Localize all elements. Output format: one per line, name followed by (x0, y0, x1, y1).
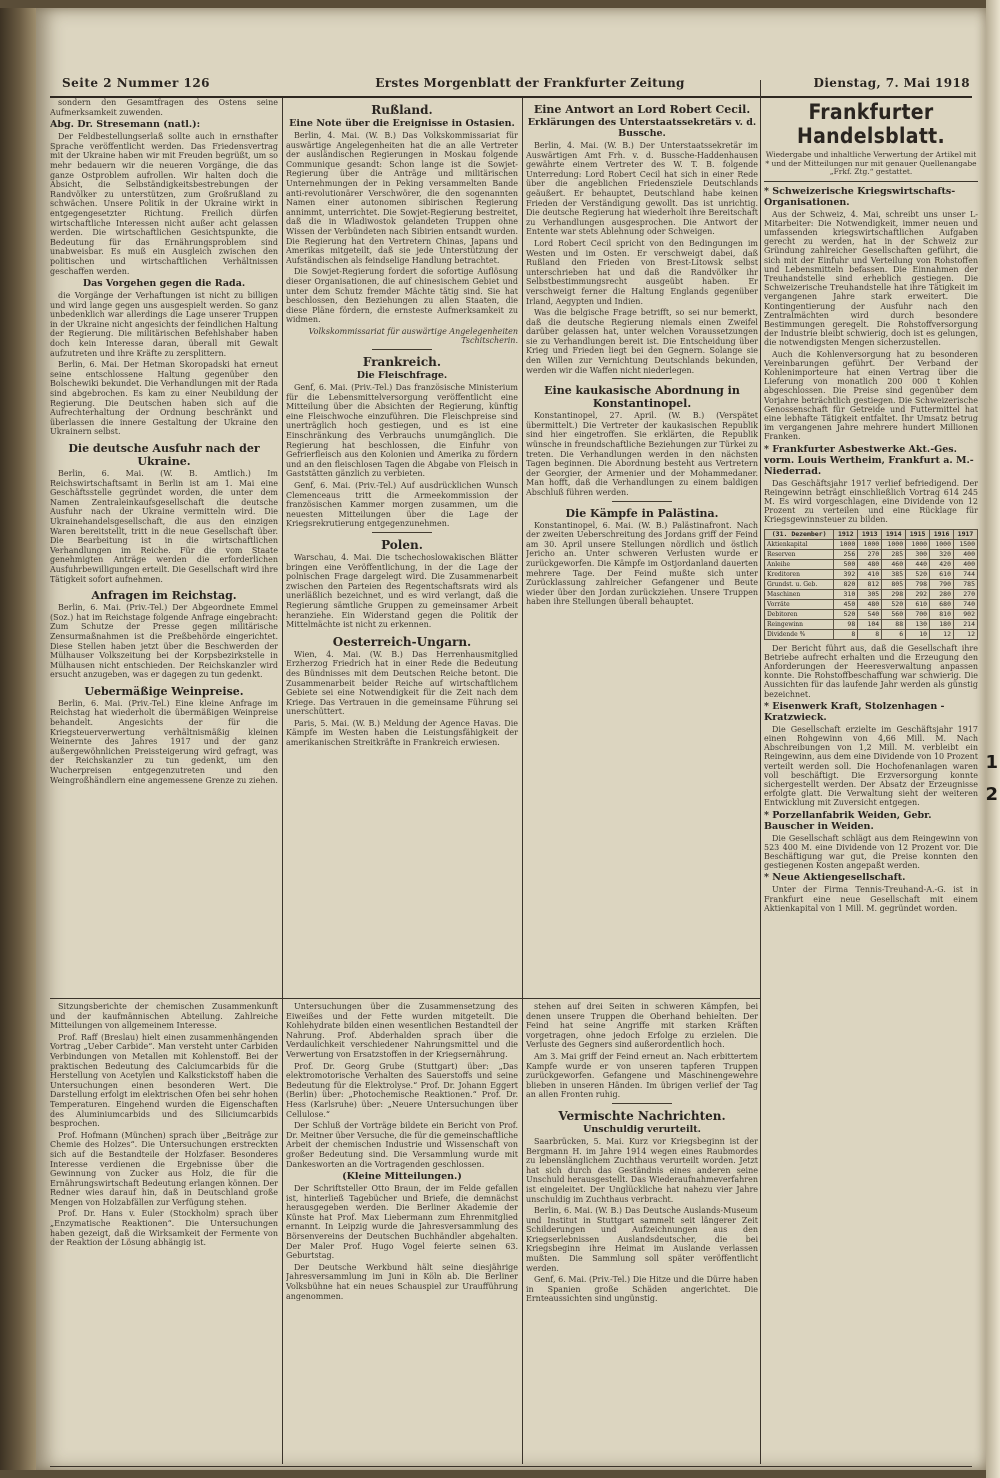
article-text: Prof. Dr. Hans v. Euler (Stockholm) sprach über „Enzymatische Reaktionen“. Die Untersuchungen haben gezeigt, daß die Wirksamkeit der Fermente von der Reaktion der Lösung abhängig ist. (50, 1209, 278, 1248)
article-heading: Die deutsche Ausfuhr nach der Ukraine. (68, 442, 260, 468)
table-cell: 700 (906, 609, 930, 619)
table-cell: 440 (906, 559, 930, 569)
article-heading: * Schweizerische Kriegswirtschafts-Organisationen. (764, 185, 956, 208)
table-cell: 520 (882, 599, 906, 609)
article-heading: Rußland. (371, 103, 433, 117)
adjacent-page-edge (986, 0, 1000, 1478)
table-cell: 104 (858, 619, 882, 629)
article-heading: * Eisenwerk Kraft, Stolzenhagen - Kratzwieck. (764, 700, 945, 723)
separator (372, 349, 432, 350)
article-heading: Polen. (381, 537, 423, 552)
table-cell: 805 (882, 579, 906, 589)
article-text: Wien, 4. Mai. (W. B.) Das Herrenhausmitglied Erzherzog Friedrich hat in einer Rede die Bedeutung des Bündnisses mit dem Deutschen Reiche betont. Die Zusammenarbeit beider Reiche auf wirtschaftlichem Gebiete sei eine Notwendigkeit für die Zeit nach dem Kriege. Das Vertrauen in die gemeinsame Führung sei unerschüttert. (286, 649, 518, 717)
table-cell: 790 (930, 579, 954, 589)
table-header-cell: 1913 (858, 529, 882, 539)
table-cell: 8 (858, 629, 882, 639)
table-row (765, 579, 978, 589)
table-cell: 902 (954, 609, 978, 619)
article-text: Lord Robert Cecil spricht von den Bedingungen im Westen und im Osten. Er verschweigt dabei, daß Rußland den Frieden von Brest-Litowsk selbst unterschrieben hat und daß die Randvölker ihr Selbstbestimmungsrecht ausgeübt haben. Er verschweigt ferner die Haltung Englands gegenüber Irland, Aegypten und Indien. (526, 238, 758, 306)
table-row-label: Dividende % (765, 629, 834, 639)
footer-rule (50, 1466, 972, 1467)
article-text: Untersuchungen über die Zusammensetzung des Eiweißes und der Fette wurden mitgeteilt. Die Kohlehydrate bilden einen wesentlichen Bestandteil der Nahrung. Prof. Abderhalden sprach über die Verdaulichkeit verschiedener Nahrungsmittel und die Verwertung von Ersatzstoffen in der Kriegsernährung. (286, 1002, 518, 1059)
table-cell: 98 (834, 619, 858, 629)
page-number: Seite 2 Nummer 126 (62, 76, 211, 90)
article-heading: Eine Antwort an Lord Robert Cecil. (533, 103, 751, 116)
article-text: Am 3. Mai griff der Feind erneut an. Nach erbittertem Kampfe wurde er von unseren tapferen Truppen zurückgeworfen. Gefangene und Maschinengewehre blieben in unseren Händen. Im übrigen verlief der Tag an allen Fronten ruhig. (526, 1051, 758, 1100)
table-cell: 270 (954, 589, 978, 599)
table-cell: 1000 (834, 539, 858, 549)
table-cell: 500 (834, 559, 858, 569)
table-cell: 256 (834, 549, 858, 559)
article-heading: * Neue Aktiengesellschaft. (764, 872, 906, 884)
table-body (765, 539, 978, 639)
column-misc-news (526, 1002, 758, 1464)
column-handelsblatt (764, 88, 978, 1468)
table-row (765, 609, 978, 619)
article-text: die Vorgänge der Verhaftungen ist nicht zu billigen und wird lange gegen uns ausgespielt werden. So ganz unbedenklich war allerdings die Lage unserer Truppen in der Ukraine nicht angesichts der feindlichen Haltung der Regierung. Die militärischen Befehlshaber haben doch kein Interesse daran, überall mit Gewalt aufzutreten und ihre Kräfte zu zersplittern. (50, 291, 278, 358)
table-row-label: Grundst. u. Geb. (765, 579, 834, 589)
article-text: Genf, 6. Mai. (Priv.-Tel.) Auf ausdrücklichen Wunsch Clemenceaus tritt die Armeekommission der französischen Kammer morgen zusammen, um die neuesten Mitteilungen über die Lage der Kriegsrekrutierung entgegenzunehmen. (286, 481, 518, 529)
article-text: Sitzungsberichte der chemischen Zusammenkunft und der kaufmännischen Abteilung. Zahlreiche Mitteilungen von allgemeinem Interesse. (50, 1002, 278, 1031)
article-subheading: Eine Note über die Ereignisse in Ostasien. (289, 118, 515, 129)
book-spine (0, 8, 36, 1470)
column-science (50, 1002, 278, 1464)
table-row (765, 619, 978, 629)
article-text: Der Schriftsteller Otto Braun, der im Felde gefallen ist, hinterließ Tagebücher und Briefe, die demnächst herausgegeben werden. Die Berliner Akademie der Künste hat Prof. Max Liebermann zum Ehrenmitglied ernannt. In Leipzig wurde die Jahresversammlung des Börsenvereins der Deutschen Buchhändler abgehalten. Der Maler Prof. Hugo Vogel feierte seinen 63. Geburtstag. (286, 1184, 518, 1261)
table-header-cell: 1915 (906, 529, 930, 539)
table-cell: 280 (930, 589, 954, 599)
table-header-row (765, 529, 978, 539)
table-cell: 400 (954, 559, 978, 569)
article-subheading: Die Fleischfrage. (356, 370, 448, 382)
article-text: Die Sowjet-Regierung fordert die sofortige Auflösung dieser Organisationen, die auf chinesischem Gebiet und unter dem Schutz fremder Mächte tätig sind. Sie hat beschlossen, den Beziehungen zu allen Staaten, die diese Pläne fördern, die ernsteste Aufmerksamkeit zu widmen. (286, 267, 518, 325)
table-row-label: Debitoren (765, 609, 834, 619)
table-cell: 798 (906, 579, 930, 589)
edge-mark: 1 (985, 752, 998, 773)
article-text: Prof. Hofmann (München) sprach über „Beiträge zur Chemie des Holzes“. Die Untersuchungen erstreckten sich auf die Bestandteile der Holzfaser. Besonderes Interesse verdienen die Ergebnisse über die Gewinnung von Zucker aus Holz, die für die Ernährungswirtschaft Bedeutung erlangen können. Der Redner wies darauf hin, daß in Deutschland große Mengen von Holzabfällen zur Verfügung stehen. (50, 1130, 278, 1207)
article-text: stehen auf drei Seiten in schweren Kämpfen, bei denen unsere Truppen die Oberhand behielten. Der Feind hat seine Angriffe mit starken Kräften vorgetragen, ohne jedoch Erfolge zu erzielen. Die Verluste des Gegners sind außerordentlich hoch. (526, 1002, 758, 1050)
table-cell: 385 (882, 569, 906, 579)
column-divider (760, 80, 761, 1464)
article-signature: Volkskommissariat für auswärtige Angelegenheiten Tschitscherin. (308, 326, 518, 346)
table-cell: 1000 (930, 539, 954, 549)
table-row (765, 549, 978, 559)
article-subheading: Unschuldig verurteilt. (583, 1123, 701, 1135)
table-row (765, 569, 978, 579)
column-diplomacy (526, 98, 758, 996)
table-cell: 560 (882, 609, 906, 619)
table-header-cell: 1912 (834, 529, 858, 539)
article-text: Der Feldbestellungserlaß sollte auch in ernsthafter Sprache veröffentlicht werden. Das Friedensvertrag mit der Ukraine haben wir mit Freuden begrüßt, um so mehr bedauern wir die neueren Vorgänge, die das ganze Ostproblem aufrollen. Wir halten doch die Absicht, die Selbständigkeitsbestrebungen der Randvölker zu unterstützen, zum Großrußland zu schwächen. Unsere Politik in der Ukraine wirkt in entgegengesetzter Richtung. Freilich dürfen wirtschaftliche Interessen nicht außer acht gelassen werden. Die wirtschaftlichen Gesichtspunkte, die Bedeutung für das Ernährungsproblem sind unabweisbar. Es muß ein Ausgleich zwischen den politischen und wirtschaftlichen Verhältnissen geschaffen werden. (50, 132, 278, 276)
table-cell: 10 (906, 629, 930, 639)
separator (612, 378, 672, 379)
table-cell: 610 (906, 599, 930, 609)
article-text: Saarbrücken, 5. Mai. Kurz vor Kriegsbeginn ist der Bergmann H. im Jahre 1914 wegen eines Raubmordes zu lebenslänglichem Zuchthaus verurteilt worden. Jetzt hat sich durch das Geständnis eines anderen seine Unschuld herausgestellt. Das Wiederaufnahmeverfahren ist eingeleitet. Der Unglückliche hat nahezu vier Jahre unschuldig im Zuchthaus verbracht. (526, 1136, 758, 1204)
table-cell: 270 (858, 549, 882, 559)
table-cell: 320 (930, 549, 954, 559)
article-text: Konstantinopel, 27. April. (W. B.) (Verspätet übermittelt.) Die Vertreter der kaukasischen Republik sind hier eingetroffen. Sie erklärten, die Republik wünsche in freundschaftliche Beziehungen zur Türkei zu treten. Die Verhandlungen werden in den nächsten Tagen beginnen. Die Abordnung besteht aus Vertretern der Georgier, der Armenier und der Mohammedaner. Man hofft, daß die Verhandlungen zu einem baldigen Abschluß führen werden. (526, 411, 758, 497)
edition-title: Erstes Morgenblatt der Frankfurter Zeitung (375, 76, 685, 90)
table-cell: 610 (930, 569, 954, 579)
table-header-cell: 1917 (954, 529, 978, 539)
table-cell: 460 (882, 559, 906, 569)
article-text: Genf, 6. Mai. (Priv.-Tel.) Die Hitze und die Dürre haben in Spanien große Schäden angerichtet. Die Ernteaussichten sind ungünstig. (526, 1275, 758, 1304)
table-cell: 420 (930, 559, 954, 569)
separator (612, 1103, 672, 1104)
section-divider (50, 998, 760, 999)
separator (372, 532, 432, 533)
article-text: Der Deutsche Werkbund hält seine diesjährige Jahresversammlung im Juni in Köln ab. Die Berliner Volksbühne hat ein neues Schauspiel zur Uraufführung angenommen. (286, 1262, 518, 1301)
table-cell: 810 (930, 609, 954, 619)
table-cell: 180 (930, 619, 954, 629)
table-row-label: Maschinen (765, 589, 834, 599)
table-cell: 520 (906, 569, 930, 579)
table-row-label: Vorräte (765, 599, 834, 609)
article-heading: Vermischte Nachrichten. (558, 1108, 726, 1123)
table-cell: 740 (954, 599, 978, 609)
table-row (765, 599, 978, 609)
column-foreign-news (286, 98, 518, 996)
article-text: Das Geschäftsjahr 1917 verlief befriedigend. Der Reingewinn beträgt einschließlich Vortrag 614 245 M. Es wird vorgeschlagen, eine Dividende von 12 Prozent zu verteilen und eine Rücklage für Kriegsgewinnsteuer zu bilden. (764, 478, 978, 525)
separator (612, 501, 672, 502)
table-cell: 285 (882, 549, 906, 559)
table-cell: 8 (834, 629, 858, 639)
article-text: Paris, 5. Mai. (W. B.) Meldung der Agence Havas. Die Kämpfe im Westen haben die Leistungsfähigkeit der amerikanischen Streitkräfte in Frankreich erwiesen. (286, 718, 518, 748)
article-text: Warschau, 4. Mai. Die tschechoslowakischen Blätter bringen eine Veröffentlichung, in der die Lage der polnischen Frage dargelegt wird. Die Zusammenarbeit zwischen den Parteien des Regentschaftsrats wird als unerläßlich bezeichnet, und es wird verlangt, daß die Regierung sämtliche Gruppen zu gemeinsamer Arbeit heranziehe. Ein Widerstand gegen die Politik der Mittelmächte ist nicht zu erkennen. (286, 552, 518, 630)
article-text: Genf, 6. Mai. (Priv.-Tel.) Das französische Ministerium für die Lebensmittelversorgung veröffentlicht eine Mitteilung über die Absichten der Regierung, künftig eine Fleischwoche einzuführen. Die Fleischpreise sind unerträglich hoch gestiegen, und es ist eine Einschränkung des Verbrauchs unumgänglich. Die Regierung hat beschlossen, die Einfuhr von Gefrierfleisch aus den Kolonien und Amerika zu fördern und an den fleischlosen Tagen die Abgabe von Fleisch in Gaststätten gänzlich zu verbieten. (286, 383, 518, 479)
table-cell: 292 (906, 589, 930, 599)
article-text: Berlin, 6. Mai. Der Hetman Skoropadski hat erneut seine entschlossene Haltung gegenüber den Bolschewiki bekundet. Die Verhandlungen mit der Rada sind abgebrochen. Es kam zu einer Neubildung der Regierung. Die Deutschen haben sich auf die Aufrechterhaltung der Ordnung beschränkt und überlassen die innere Gestaltung der Ukraine den Ukrainern selbst. (50, 360, 278, 437)
newspaper-page (36, 8, 986, 1470)
table-row-label: Aktienkapital (765, 539, 834, 549)
table-cell: 1500 (954, 539, 978, 549)
table-cell: 130 (906, 619, 930, 629)
article-text: sondern den Gesamtfragen des Ostens seine Aufmerksamkeit zuwenden. (50, 98, 278, 117)
article-text: Aus der Schweiz, 4. Mai, schreibt uns unser L-Mitarbeiter: Die Notwendigkeit, immer neuen und umfassenden kriegswirtschaftlichen Aufgaben gerecht zu werden, hat in der Schweiz zur Gründung zahlreicher Gesellschaften geführt, die sich mit der Einfuhr und Verteilung von Rohstoffen und Lebensmitteln befassen. Die Einnahmen der Treuhandstelle sind erheblich gestiegen. Die Schweizerische Treuhandstelle hat ihre Tätigkeit im vergangenen Jahre stark erweitert. Die Kontingentierung der Ausfuhr nach den Zentralmächten wird durch besondere Bestimmungen geregelt. Die Rohstoffversorgung der Industrie bleibt schwierig, doch ist es gelungen, die notwendigsten Mengen sicherzustellen. (764, 209, 978, 348)
table-cell: 812 (858, 579, 882, 589)
table-cell: 520 (834, 609, 858, 619)
article-heading: Frankreich. (362, 355, 442, 370)
table-row (765, 589, 978, 599)
table-cell: 88 (882, 619, 906, 629)
table-cell: 12 (930, 629, 954, 639)
article-text: Berlin, 6. Mai. (W. B. Amtlich.) Im Reichswirtschaftsamt in Berlin ist am 1. Mai eine Geschäftsstelle gegründet worden, die unter dem Namen Zentraleinkaufsgesellschaft die deutsche Ausfuhr nach der Ukraine vermitteln wird. Die Ukrainehandelsgesellschaft, die aus den einzigen Waren bereitstellt, tritt in die neue Gesellschaft über. Die Bearbeitung ist in die wirtschaftlichen Verhandlungen im Reiche. Für die vom Staate genehmigten Anträge werden die erforderlichen Ausfuhrbewilligungen erteilt. Die Gesellschaft wird ihre Tätigkeit sofort aufnehmen. (50, 469, 278, 584)
article-subheading: Erklärungen des Unterstaatssekretärs v. d. Bussche. (527, 117, 757, 139)
title-rule (764, 181, 978, 182)
article-subheading: (Kleine Mitteilungen.) (342, 1171, 462, 1183)
table-row (765, 559, 978, 569)
table-row (765, 539, 978, 549)
table-cell: 214 (954, 619, 978, 629)
table-cell: 1000 (858, 539, 882, 549)
article-text: Konstantinopel, 6. Mai. (W. B.) Palästinafront. Nach der zweiten Ueberschreitung des Jordans griff der Feind am 30. April unsere Stellungen nördlich und östlich Jericho an. Unter schweren Verlusten wurde er zurückgeworfen. Die Kämpfe im Ostjordanland dauerten mehrere Tage. Der Feind mußte sich unter Zurücklassung zahlreicher Gefangener und Beute wieder über den Jordan zurückziehen. Unsere Truppen haben ihre Stellungen überall behauptet. (526, 520, 758, 607)
article-text: Der Schluß der Vorträge bildete ein Bericht von Prof. Dr. Meitner über Versuche, die für die gemeinschaftliche Arbeit der chemischen Industrie und Wissenschaft von großer Bedeutung sind. Die Versammlung wurde mit Dankesworten an die Vortragenden geschlossen. (286, 1121, 518, 1169)
article-text: Prof. Dr. Georg Grube (Stuttgart) über: „Das elektromotorische Verhalten des Sauerstoffs und seine Bedeutung für die Elektrolyse.“ Prof. Dr. Johann Eggert (Berlin) über: „Photochemische Reaktionen.“ Prof. Dr. Hess (Karlsruhe) über: „Neuere Untersuchungen über Cellulose.“ (286, 1061, 518, 1119)
table-header-cell: 1916 (930, 529, 954, 539)
article-text: Berlin, 4. Mai. (W. B.) Das Volkskommissariat für auswärtige Angelegenheiten hat die an alle Vertreter der ausländischen Regierungen in Moskau folgende Communique gesandt: Schon lange ist die Sowjet-Regierung über die Anträge und militärischen Unternehmungen der in Peking versammelten Bande anti-revolutionärer Verschwörer, die den sogenannten Namen einer autonomen sibirischen Regierung annimmt, unterrichtet. Die Sowjet-Regierung bestreitet, daß die in Wladiwostok gelandeten Truppen ohne Wissen der Verbündeten nach Sibirien entsandt wurden. Die Regierung hat den Vertretern Chinas, Japans und Amerikas mitgeteilt, daß sie jede Unterstützung der Aufständischen als feindselige Handlung betrachtet. (286, 131, 518, 265)
table-row-label: Reingewinn (765, 619, 834, 629)
article-heading: Oesterreich-Ungarn. (332, 634, 472, 649)
edge-mark: 2 (985, 784, 998, 805)
column-divider (282, 98, 283, 1464)
table-cell: 12 (954, 629, 978, 639)
table-cell: 410 (858, 569, 882, 579)
column-feuilleton (286, 1002, 518, 1464)
handelsblatt-title: Frankfurter Handelsblatt. (797, 100, 945, 148)
article-text: Die Gesellschaft schlägt aus dem Reingewinn von 523 400 M. eine Dividende von 12 Prozent vor. Die Beschäftigung war gut, die Preise konnten den gestiegenen Kosten angepaßt werden. (764, 833, 978, 871)
table-cell: 400 (954, 549, 978, 559)
table-cell: 305 (858, 589, 882, 599)
table-cell: 450 (834, 599, 858, 609)
table-cell: 785 (954, 579, 978, 589)
table-cell: 540 (858, 609, 882, 619)
article-subheading: Das Vorgehen gegen die Rada. (82, 278, 246, 290)
table-cell: 310 (834, 589, 858, 599)
article-text: Berlin, 6. Mai. (Priv.-Tel.) Eine kleine Anfrage im Reichstag hat wiederholt die übermäßigen Weinpreise behandelt. Angesichts der für die Kriegsteuerverwertung verhältnismäßig kleinen Weinernte des Jahres 1917 und der ganz außergewöhnlichen Preissteigerung wird gefragt, was der Reichskanzler zu tun gedenkt, um den Wucherpreisen entgegenzutreten und den Weingroßhändlern eine angemessene Grenze zu ziehen. (50, 698, 278, 785)
table-row-label: Anleihe (765, 559, 834, 569)
table-cell: 392 (834, 569, 858, 579)
table-row (765, 629, 978, 639)
column-politics (50, 98, 278, 988)
speaker-name: Abg. Dr. Stresemann (natl.): (50, 119, 201, 131)
article-heading: Eine kaukasische Abordnung in Konstantinopel. (544, 384, 740, 411)
handelsblatt-notice: Wiedergabe und inhaltliche Verwertung der Artikel mit * und der Mitteilungen nur mit genauer Quellenangabe „Frkf. Ztg.“ gestattet. (765, 150, 977, 176)
table-cell: 300 (906, 549, 930, 559)
article-text: Was die belgische Frage betrifft, so sei nur bemerkt, daß die deutsche Regierung niemals einen Zweifel darüber gelassen hat, unter welchen Voraussetzungen sie zu Verhandlungen bereit ist. Die Entscheidung über Krieg und Frieden liegt bei den Gegnern. Solange sie den Willen zur Vernichtung Deutschlands bekunden, werden wir die Waffen nicht niederlegen. (526, 308, 758, 375)
column-divider (522, 98, 523, 1464)
table-cell: 298 (882, 589, 906, 599)
table-cell: 480 (858, 599, 882, 609)
article-heading: * Porzellanfabrik Weiden, Gebr. Bauscher in Weiden. (764, 809, 932, 832)
article-text: Berlin, 6. Mai. (W. B.) Das Deutsche Auslands-Museum und Institut in Stuttgart sammelt seit längerer Zeit Schilderungen und Aufzeichnungen aus den Kriegserlebnissen Auslandsdeutscher, die bei Kriegsbeginn ihre Heimat im Auslande verlassen mußten. Die Sammlung soll später veröffentlicht werden. (526, 1206, 758, 1273)
article-heading: Uebermäßige Weinpreise. (84, 684, 244, 698)
article-heading: * Frankfurter Asbestwerke Akt.-Ges. vorm. Louis Wertheim, Frankfurt a. M.-Niederrad. (764, 443, 974, 477)
article-heading: Anfragen im Reichstag. (91, 589, 237, 603)
article-text: Die Gesellschaft erzielte im Geschäftsjahr 1917 einen Rohgewinn von 4,66 Mill. M. Nach Abschreibungen von 1,2 Mill. M. verbleibt ein Reingewinn, aus dem eine Dividende von 10 Prozent verteilt werden soll. Die Hochofenanlagen waren voll beschäftigt. Die Erzversorgung konnte sichergestellt werden. Der Absatz der Erzeugnisse erfolgte glatt. Die Verwaltung sieht der weiteren Entwicklung mit Zuversicht entgegen. (764, 724, 978, 808)
article-text: Berlin, 6. Mai. (Priv.-Tel.) Der Abgeordnete Emmel (Soz.) hat im Reichstage folgende Anfrage eingebracht: Zum Schutze der Presse gegen militärische Zensurmaßnahmen ist die Preßbehörde eingerichtet. Diese Stellen haben jetzt über die Beschwerden der Mülhauser Volkszeitung bei der Korpsbezirkstelle in Mülhausen nicht entschieden. Der Reichskanzler wird ersucht anzugeben, was er dagegen zu tun gedenkt. (50, 603, 278, 680)
issue-date: Dienstag, 7. Mai 1918 (813, 76, 970, 90)
table-header-cell: (31. Dezember) (765, 529, 834, 539)
table-cell: 1000 (906, 539, 930, 549)
article-text: Auch die Kohlenversorgung hat zu besonderen Vereinbarungen geführt. Der Verband der Kohlenimporteure hat einen Vertrag über die Lieferung von monatlich 200 000 t Kohlen abgeschlossen. Die Preise sind gegenüber dem Vorjahre beträchtlich gestiegen. Die Schweizerische Genossenschaft für Getreide und Futtermittel hat eine lebhafte Tätigkeit entfaltet. Ihr Umsatz betrug im vergangenen Jahre mehrere hundert Millionen Franken. (764, 349, 978, 442)
article-text: Prof. Raff (Breslau) hielt einen zusammenhängenden Vortrag „Ueber Carbide“. Man versteht unter Carbiden Verbindungen von Metallen mit Kohlenstoff. Bei der praktischen Bedeutung des Calciumcarbids für die Herstellung von Acetylen und Kalkstickstoff haben die Untersuchungen einen besonderen Wert. Die Darstellung erfolgt im elektrischen Ofen bei sehr hohen Temperaturen. Eingehend wurden die Eigenschaften des Aluminiumcarbids und des Siliciumcarbids besprochen. (50, 1032, 278, 1129)
table-cell: 480 (858, 559, 882, 569)
table-row-label: Reserven (765, 549, 834, 559)
article-text: Berlin, 4. Mai. (W. B.) Der Unterstaatssekretär im Auswärtigen Amt Frh. v. d. Bussche-Haddenhausen gewährte einem Vertreter des W. T. B. folgende Unterredung: Lord Robert Cecil hat sich in einer Rede über die angeblichen Friedensziele Deutschlands geäußert. Er behauptet, Deutschland habe keinen Frieden der Verständigung gewollt. Das ist unrichtig. Die deutsche Regierung hat wiederholt ihre Bereitschaft zu Verhandlungen ausgesprochen. Die Antwort der Entente war stets Ablehnung oder Schweigen. (526, 141, 758, 237)
table-row-label: Kreditoren (765, 569, 834, 579)
article-heading: Die Kämpfe in Palästina. (565, 506, 719, 520)
table-cell: 1000 (882, 539, 906, 549)
table-cell: 6 (882, 629, 906, 639)
table-cell: 680 (930, 599, 954, 609)
article-text: Unter der Firma Tennis-Treuhand-A.-G. ist in Frankfurt eine neue Gesellschaft mit einem Aktienkapital von 1 Mill. M. gegründet worden. (764, 885, 978, 913)
table-cell: 820 (834, 579, 858, 589)
balance-table (764, 529, 978, 640)
article-text: Der Bericht führt aus, daß die Gesellschaft ihre Betriebe aufrecht erhalten und die Erzeugung den Anforderungen der Heeresverwaltung anpassen konnte. Die Rohstoffbeschaffung war schwierig. Die Aussichten für das laufende Jahr werden als günstig bezeichnet. (764, 643, 978, 699)
table-cell: 744 (954, 569, 978, 579)
table-header-cell: 1914 (882, 529, 906, 539)
